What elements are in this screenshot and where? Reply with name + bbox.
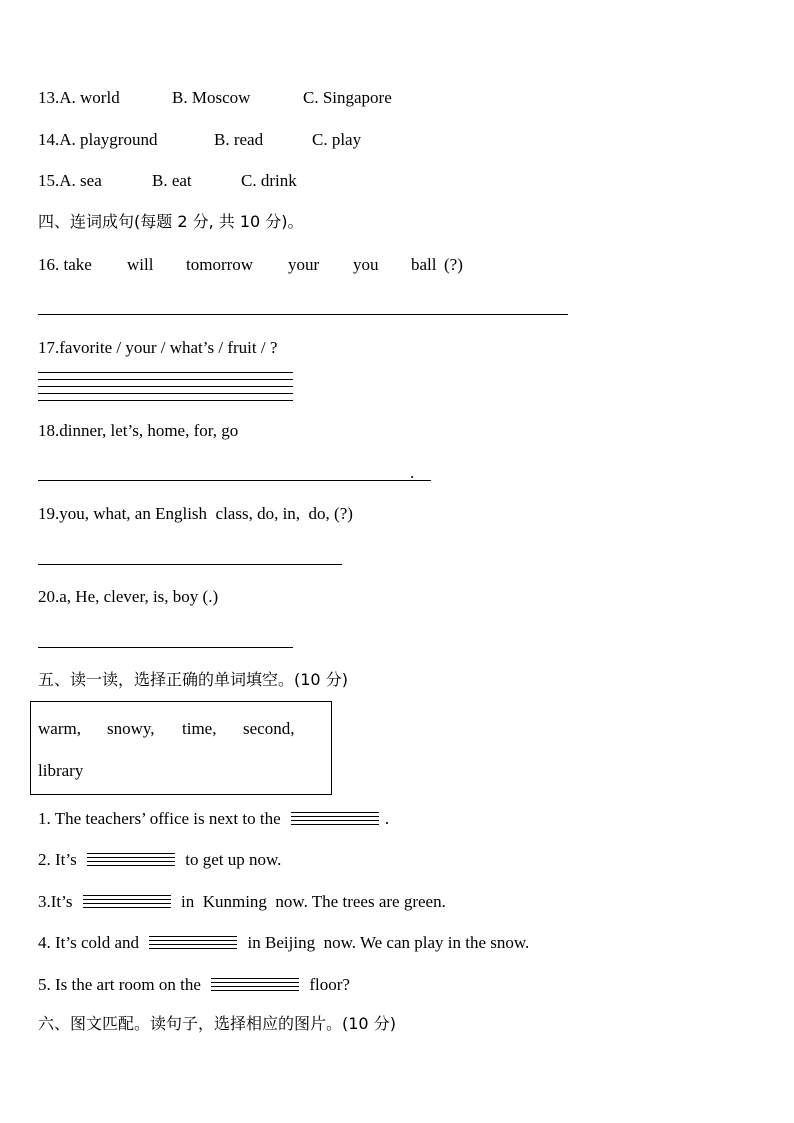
answer-blank[interactable] — [211, 978, 299, 994]
answer-blank[interactable] — [291, 812, 379, 828]
answer-line[interactable] — [38, 564, 342, 565]
answer-blank[interactable] — [149, 936, 237, 952]
question-number: 16. — [38, 255, 60, 274]
question-number: 18. — [38, 421, 60, 440]
question-19 — [38, 504, 353, 524]
word: you — [353, 255, 379, 274]
question-number: 17. — [38, 338, 60, 357]
section-6-heading: 六、图文匹配。读句子，选择相应的图片。(10 分) — [38, 1014, 396, 1033]
fill-item-2 — [38, 850, 281, 870]
word-bank-item: snowy, — [107, 719, 155, 738]
word-bank — [30, 701, 332, 795]
item-text-after: in Beijing now. We can play in the snow. — [247, 933, 530, 952]
section-5-heading: 五、读一读，选择正确的单词填空。(10 分) — [38, 670, 348, 689]
question-number: 20. — [38, 587, 60, 606]
item-text-before: 5. Is the art room on the — [38, 975, 201, 994]
option-c: C. drink — [241, 171, 297, 190]
answer-line — [38, 386, 293, 387]
answer-line — [38, 393, 293, 394]
question-14 — [38, 130, 362, 150]
word-bank-item: warm, — [38, 719, 81, 738]
fill-item-4 — [38, 933, 529, 953]
item-text-before: 2. It’s — [38, 850, 77, 869]
answer-line — [38, 379, 293, 380]
option-c: C. Singapore — [303, 88, 392, 107]
question-16 — [38, 255, 498, 275]
answer-blank[interactable] — [83, 895, 171, 911]
option-a: A. playground — [59, 130, 158, 149]
fill-item-1 — [38, 809, 389, 829]
word: your — [288, 255, 320, 274]
word-bank-item: second, — [243, 719, 295, 738]
question-text: favorite / your / what’s / fruit / ? — [59, 338, 278, 357]
question-13 — [38, 88, 392, 108]
question-20 — [38, 587, 218, 607]
question-number: 13. — [38, 88, 60, 107]
word: will — [127, 255, 154, 274]
answer-line[interactable] — [38, 480, 431, 481]
word-bank-item: time, — [182, 719, 217, 738]
question-text: dinner, let’s, home, for, go — [59, 421, 239, 440]
item-text-before: 4. It’s cold and — [38, 933, 140, 952]
word: (?) — [444, 255, 463, 274]
item-text-after: in Kunming now. The trees are green. — [180, 892, 446, 911]
answer-blank[interactable] — [87, 853, 175, 869]
question-17 — [38, 338, 277, 358]
option-b: B. read — [214, 130, 264, 149]
fill-item-3 — [38, 892, 446, 912]
end-mark: . — [410, 463, 415, 482]
item-text-after: to get up now. — [185, 850, 282, 869]
question-15 — [38, 171, 297, 191]
option-b: B. eat — [152, 171, 192, 190]
answer-line[interactable] — [38, 647, 293, 648]
word: tomorrow — [186, 255, 254, 274]
word: take — [63, 255, 92, 274]
question-18 — [38, 421, 238, 441]
answer-line — [38, 372, 293, 373]
question-number: 15. — [38, 171, 60, 190]
section-4-heading: 四、连词成句(每题 2 分, 共 10 分)。 — [38, 212, 304, 231]
item-text-after: floor? — [309, 975, 350, 994]
question-text: you, what, an English class, do, in, do, (?) — [59, 504, 353, 523]
item-text-before: 1. The teachers’ office is next to the — [38, 809, 281, 828]
item-text-after: . — [384, 809, 390, 828]
fill-item-5 — [38, 975, 350, 995]
question-text: a, He, clever, is, boy (.) — [59, 587, 219, 606]
question-number: 14. — [38, 130, 60, 149]
word: ball — [411, 255, 437, 274]
word-bank-item: library — [38, 761, 84, 780]
option-a: A. sea — [59, 171, 102, 190]
question-number: 19. — [38, 504, 60, 523]
item-text-before: 3.It’s — [38, 892, 73, 911]
answer-line — [38, 400, 293, 401]
answer-line[interactable] — [38, 314, 568, 315]
option-a: A. world — [59, 88, 120, 107]
option-c: C. play — [312, 130, 362, 149]
option-b: B. Moscow — [172, 88, 251, 107]
